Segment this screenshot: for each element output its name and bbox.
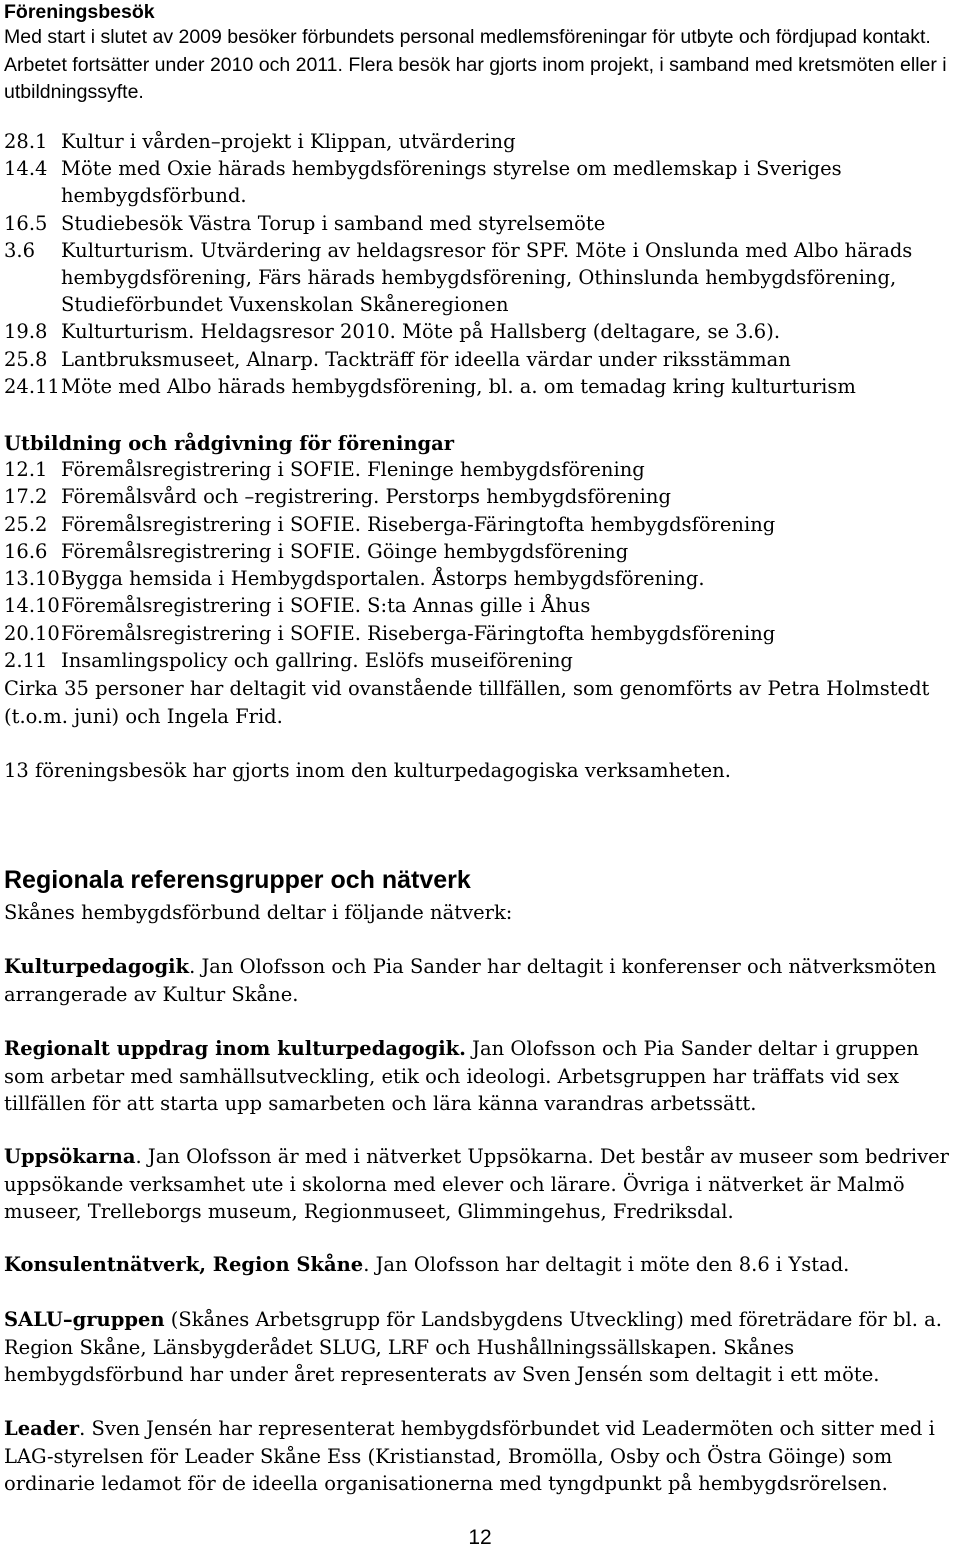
utbildning-summary: Cirka 35 personer har deltagit vid ovanstående tillfällen, som genomförts av Petra Holmstedt (t.o.m. juni) och Ingela Frid. (4, 677, 930, 728)
page-number: 12 (468, 1526, 492, 1549)
section-heading-foreningsbesok: Föreningsbesök (4, 1, 155, 23)
section-heading-regionala: Regionala referensgrupper och nätverk (4, 866, 471, 894)
network-paragraph: Uppsökarna. Jan Olofsson är med i nätverket Uppsökarna. Det består av museer som bedriver uppsökande verksamhet ute i skolorna med elever och lärare. Övriga i nätverket är Malmö museer, Trelleborgs museum, Regionmuseet, Glimmingehus, Fredriksdal. (4, 1145, 949, 1223)
list-item: 14.4 Möte med Oxie härads hembygdsförenings styrelse om medlemskap i Sveriges hembygdsförbund. (4, 157, 842, 208)
list-item: 25.8 Lantbruksmuseet, Alnarp. Tackträff för ideella värdar under riksstämman (4, 347, 791, 371)
utbildning-count: 13 föreningsbesök har gjorts inom den kulturpedagogiska verksamheten. (4, 759, 731, 782)
list-item: 20.10 Föremålsregistrering i SOFIE. Riseberga-Färingtofta hembygdsförening (4, 621, 776, 645)
list-item: 24.11 Möte med Albo härads hembygdsförening, bl. a. om temadag kring kulturturism (4, 374, 856, 398)
regionala-intro: Skånes hembygdsförbund deltar i följande nätverk: (4, 901, 513, 924)
list-item: 14.10 Föremålsregistrering i SOFIE. S:ta Annas gille i Åhus (4, 594, 591, 618)
list-item: 13.10 Bygga hemsida i Hembygdsportalen. Åstorps hembygdsförening. (4, 567, 705, 591)
list-item: 16.6 Föremålsregistrering i SOFIE. Göinge hembygdsförening (4, 539, 629, 563)
list-item: 19.8 Kulturturism. Heldagsresor 2010. Möte på Hallsberg (deltagare, se 3.6). (4, 320, 781, 344)
list-item: 17.2 Föremålsvård och –registrering. Perstorps hembygdsförening (4, 485, 671, 509)
section-heading-utbildning: Utbildning och rådgivning för föreningar (4, 432, 455, 455)
foreningsbesok-list (4, 128, 954, 400)
list-item: 16.5 Studiebesök Västra Torup i samband med styrelsemöte (4, 211, 606, 235)
network-paragraph: Leader. Sven Jensén har representerat hembygdsförbundet vid Leadermöten och sitter med i LAG-styrelsen för Leader Skåne Ess (Kristianstad, Bromölla, Osby och Östra Göinge) som ordinarie ledamot för de ideella organisationerna med tyngdpunkt på hembygdsrörelsen. (4, 1417, 935, 1495)
list-item: 3.6 Kulturturism. Utvärdering av heldagsresor för SPF. Möte i Onslunda med Albo härads hembygdsförening, Färs härads hembygdsförening, Othinslunda hembygdsförening, Studieförbundet Vuxenskolan Skåneregionen (4, 238, 913, 317)
network-paragraph: Konsulentnätverk, Region Skåne. Jan Olofsson har deltagit i möte den 8.6 i Ystad. (4, 1253, 850, 1276)
network-paragraph: SALU–gruppen (Skånes Arbetsgrupp för Landsbygdens Utveckling) med företrädare för bl. a. Region Skåne, Länsbygderådet SLUG, LRF och Hushållningssällskapen. Skånes hembygdsförbund har under året representerats av Sven Jensén som deltagit i ett möte. (4, 1308, 942, 1386)
list-item: 25.2 Föremålsregistrering i SOFIE. Riseberga-Färingtofta hembygdsförening (4, 512, 776, 536)
foreningsbesok-intro: Med start i slutet av 2009 besöker förbundets personal medlemsföreningar för utbyte och fördjupad kontakt. Arbetet fortsätter under 2010 och 2011. Flera besök har gjorts inom projekt, i samband med kretsmöten eller i utbildningssyfte. (4, 26, 947, 103)
utbildning-list (4, 456, 954, 674)
list-item: 28.1 Kultur i vården–projekt i Klippan, utvärdering (4, 130, 516, 153)
list-item: 12.1 Föremålsregistrering i SOFIE. Fleninge hembygdsförening (4, 458, 645, 481)
network-paragraph: Regionalt uppdrag inom kulturpedagogik. Jan Olofsson och Pia Sander deltar i gruppen som arbetar med samhällsutveckling, etik och ideologi. Arbetsgruppen har träffats vid sex tillfällen för att starta upp samarbeten och lära känna varandras arbetssätt. (4, 1037, 919, 1115)
list-item: 2.11 Insamlingspolicy och gallring. Eslöfs museiförening (4, 649, 573, 673)
network-paragraph: Kulturpedagogik. Jan Olofsson och Pia Sander har deltagit i konferenser och nätverksmöten arrangerade av Kultur Skåne. (4, 955, 937, 1006)
